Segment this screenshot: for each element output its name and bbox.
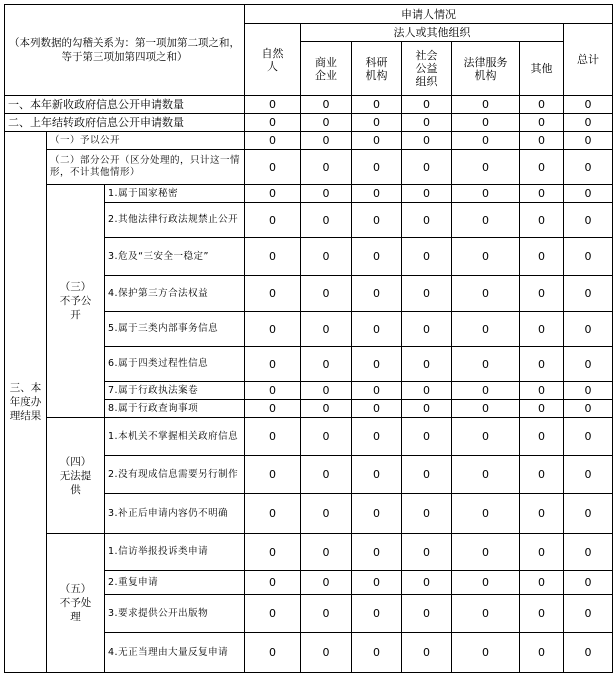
cell-value: 0 (520, 456, 564, 494)
cell-value: 0 (452, 571, 520, 595)
header-legal-service: 法律服务机构 (452, 42, 520, 96)
cell-value: 0 (245, 276, 301, 312)
cell-value: 0 (402, 185, 452, 203)
cell-value: 0 (352, 633, 402, 673)
cell-value: 0 (301, 150, 352, 185)
cell-value: 0 (520, 312, 564, 347)
cell-value: 0 (452, 633, 520, 673)
cell-value: 0 (301, 238, 352, 276)
cell-value: 0 (352, 595, 402, 633)
row-label: 二、上年结转政府信息公开申请数量 (5, 114, 245, 132)
header-legal-group: 法人或其他组织 (301, 24, 564, 42)
cell-value: 0 (245, 633, 301, 673)
cell-value: 0 (352, 456, 402, 494)
cell-value: 0 (245, 494, 301, 534)
cell-value: 0 (301, 418, 352, 456)
cell-value: 0 (520, 494, 564, 534)
cell-value: 0 (452, 494, 520, 534)
cell-value: 0 (452, 114, 520, 132)
cell-value: 0 (402, 150, 452, 185)
table-row (5, 96, 613, 114)
cell-value: 0 (245, 238, 301, 276)
table-row (5, 418, 613, 456)
row-label: 4.保护第三方合法权益 (105, 276, 245, 312)
header-research: 科研机构 (352, 42, 402, 96)
disclosure-stats-table (4, 4, 613, 673)
row-label: 3.要求提供公开出版物 (105, 595, 245, 633)
cell-value: 0 (402, 456, 452, 494)
cell-value: 0 (301, 633, 352, 673)
cell-value: 0 (402, 96, 452, 114)
cell-value: 0 (402, 494, 452, 534)
group-3-label: （三）不予公开 (47, 185, 105, 418)
cell-value: 0 (564, 633, 613, 673)
cell-value: 0 (301, 312, 352, 347)
cell-value: 0 (564, 382, 613, 400)
cell-value: 0 (301, 382, 352, 400)
cell-value: 0 (402, 114, 452, 132)
table-row (5, 185, 613, 203)
row-label: 2.重复申请 (105, 571, 245, 595)
row-label: 1.本机关不掌握相关政府信息 (105, 418, 245, 456)
cell-value: 0 (564, 595, 613, 633)
row-label: （一）予以公开 (47, 132, 245, 150)
cell-value: 0 (402, 132, 452, 150)
header-public-welfare: 社会公益组织 (402, 42, 452, 96)
cell-value: 0 (352, 534, 402, 571)
cell-value: 0 (352, 312, 402, 347)
cell-value: 0 (564, 456, 613, 494)
table-row (5, 132, 613, 150)
cell-value: 0 (352, 418, 402, 456)
cell-value: 0 (245, 400, 301, 418)
cell-value: 0 (564, 400, 613, 418)
cell-value: 0 (245, 418, 301, 456)
header-natural-person: 自然人 (245, 24, 301, 96)
cell-value: 0 (564, 418, 613, 456)
cell-value: 0 (452, 150, 520, 185)
cell-value: 0 (520, 185, 564, 203)
cell-value: 0 (245, 595, 301, 633)
cell-value: 0 (520, 150, 564, 185)
cell-value: 0 (452, 400, 520, 418)
cell-value: 0 (402, 571, 452, 595)
cell-value: 0 (245, 347, 301, 382)
cell-value: 0 (352, 114, 402, 132)
cell-value: 0 (564, 312, 613, 347)
cell-value: 0 (520, 382, 564, 400)
cell-value: 0 (245, 203, 301, 238)
row-label: 5.属于三类内部事务信息 (105, 312, 245, 347)
cell-value: 0 (520, 132, 564, 150)
cell-value: 0 (245, 456, 301, 494)
cell-value: 0 (402, 534, 452, 571)
group-5-label: （五）不予处理 (47, 534, 105, 673)
cell-value: 0 (564, 203, 613, 238)
cell-value: 0 (452, 456, 520, 494)
cell-value: 0 (245, 96, 301, 114)
cell-value: 0 (352, 571, 402, 595)
row-label: 2.没有现成信息需要另行制作 (105, 456, 245, 494)
cell-value: 0 (352, 347, 402, 382)
cell-value: 0 (301, 571, 352, 595)
cell-value: 0 (452, 418, 520, 456)
row-label: 7.属于行政执法案卷 (105, 382, 245, 400)
cell-value: 0 (301, 534, 352, 571)
cell-value: 0 (245, 185, 301, 203)
header-commercial: 商业企业 (301, 42, 352, 96)
cell-value: 0 (520, 633, 564, 673)
cell-value: 0 (520, 276, 564, 312)
cell-value: 0 (402, 400, 452, 418)
cell-value: 0 (245, 150, 301, 185)
cell-value: 0 (520, 114, 564, 132)
cell-value: 0 (301, 347, 352, 382)
cell-value: 0 (564, 185, 613, 203)
row-label: 3.危及“三安全一稳定” (105, 238, 245, 276)
row-label: 6.属于四类过程性信息 (105, 347, 245, 382)
cell-value: 0 (452, 534, 520, 571)
cell-value: 0 (520, 571, 564, 595)
table-row (5, 534, 613, 571)
row-label: 8.属于行政查询事项 (105, 400, 245, 418)
section-3-label: 三、本年度办理结果 (5, 132, 47, 673)
cell-value: 0 (520, 418, 564, 456)
cell-value: 0 (352, 382, 402, 400)
cell-value: 0 (402, 633, 452, 673)
row-label: 1.信访举报投诉类申请 (105, 534, 245, 571)
cell-value: 0 (402, 276, 452, 312)
cell-value: 0 (352, 400, 402, 418)
cell-value: 0 (564, 347, 613, 382)
cell-value: 0 (301, 595, 352, 633)
header-note: （本列数据的勾稽关系为：第一项加第二项之和，等于第三项加第四项之和） (5, 5, 245, 96)
cell-value: 0 (352, 132, 402, 150)
cell-value: 0 (564, 238, 613, 276)
cell-value: 0 (352, 276, 402, 312)
cell-value: 0 (301, 96, 352, 114)
cell-value: 0 (402, 347, 452, 382)
cell-value: 0 (352, 96, 402, 114)
cell-value: 0 (452, 185, 520, 203)
table-row (5, 150, 613, 185)
cell-value: 0 (564, 150, 613, 185)
cell-value: 0 (452, 238, 520, 276)
cell-value: 0 (452, 312, 520, 347)
cell-value: 0 (245, 571, 301, 595)
header-other: 其他 (520, 42, 564, 96)
cell-value: 0 (452, 595, 520, 633)
cell-value: 0 (301, 276, 352, 312)
header-total: 总计 (564, 24, 613, 96)
cell-value: 0 (301, 494, 352, 534)
cell-value: 0 (301, 132, 352, 150)
cell-value: 0 (520, 400, 564, 418)
cell-value: 0 (402, 238, 452, 276)
cell-value: 0 (452, 96, 520, 114)
cell-value: 0 (452, 347, 520, 382)
cell-value: 0 (352, 238, 402, 276)
cell-value: 0 (402, 418, 452, 456)
cell-value: 0 (564, 534, 613, 571)
cell-value: 0 (352, 203, 402, 238)
cell-value: 0 (245, 132, 301, 150)
row-label: 4.无正当理由大量反复申请 (105, 633, 245, 673)
cell-value: 0 (564, 571, 613, 595)
cell-value: 0 (452, 132, 520, 150)
cell-value: 0 (245, 534, 301, 571)
row-label: 1.属于国家秘密 (105, 185, 245, 203)
cell-value: 0 (301, 114, 352, 132)
cell-value: 0 (301, 400, 352, 418)
cell-value: 0 (352, 185, 402, 203)
cell-value: 0 (520, 595, 564, 633)
cell-value: 0 (352, 494, 402, 534)
cell-value: 0 (520, 203, 564, 238)
cell-value: 0 (564, 96, 613, 114)
cell-value: 0 (245, 382, 301, 400)
cell-value: 0 (520, 534, 564, 571)
cell-value: 0 (564, 494, 613, 534)
cell-value: 0 (245, 114, 301, 132)
cell-value: 0 (564, 276, 613, 312)
group-4-label: （四）无法提供 (47, 418, 105, 534)
cell-value: 0 (452, 203, 520, 238)
cell-value: 0 (301, 203, 352, 238)
cell-value: 0 (520, 96, 564, 114)
cell-value: 0 (564, 132, 613, 150)
cell-value: 0 (520, 347, 564, 382)
cell-value: 0 (452, 382, 520, 400)
cell-value: 0 (402, 595, 452, 633)
cell-value: 0 (402, 312, 452, 347)
cell-value: 0 (402, 203, 452, 238)
cell-value: 0 (520, 238, 564, 276)
header-applicant: 申请人情况 (245, 5, 613, 24)
cell-value: 0 (564, 114, 613, 132)
cell-value: 0 (301, 185, 352, 203)
cell-value: 0 (245, 312, 301, 347)
row-label: 2.其他法律行政法规禁止公开 (105, 203, 245, 238)
table-row (5, 114, 613, 132)
row-label: 3.补正后申请内容仍不明确 (105, 494, 245, 534)
row-label: （二）部分公开（区分处理的，只计这一情形，不计其他情形） (47, 150, 245, 185)
row-label: 一、本年新收政府信息公开申请数量 (5, 96, 245, 114)
cell-value: 0 (402, 382, 452, 400)
cell-value: 0 (301, 456, 352, 494)
cell-value: 0 (352, 150, 402, 185)
cell-value: 0 (452, 276, 520, 312)
